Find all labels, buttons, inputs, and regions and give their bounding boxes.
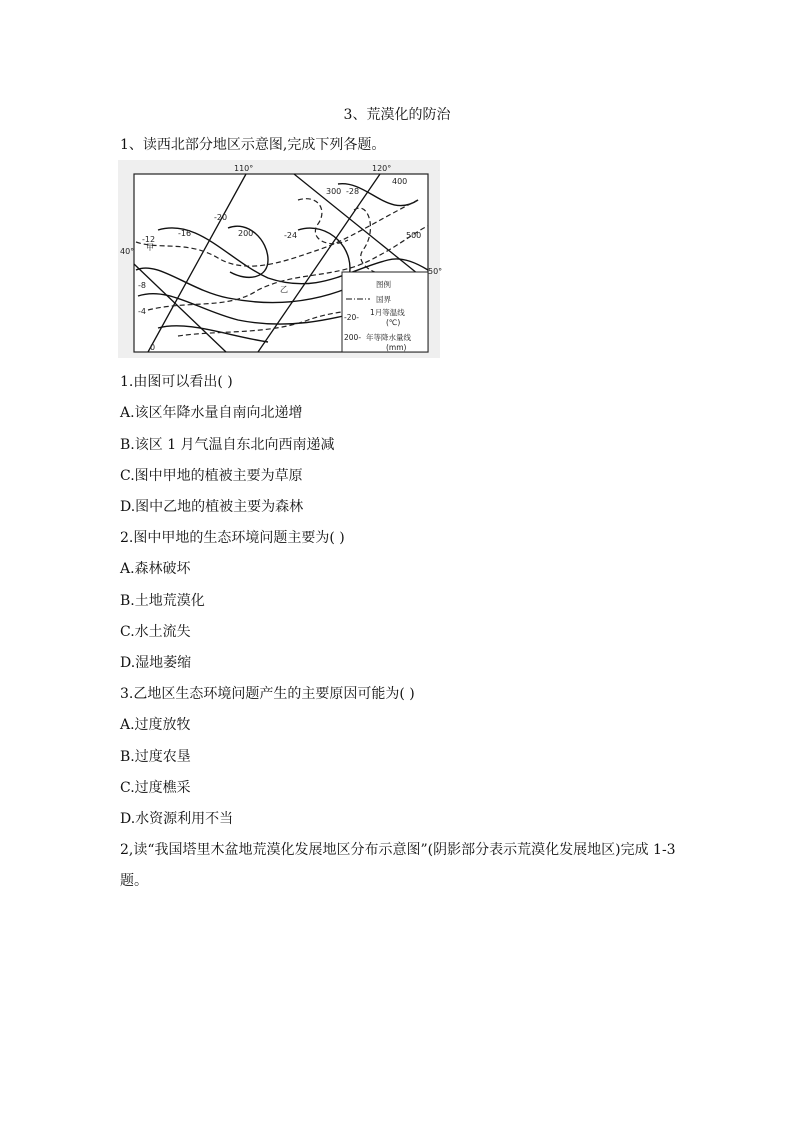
isotherm-label: -20 <box>214 213 228 222</box>
sub-question-3-option-b: B.过度农垦 <box>120 749 191 765</box>
sub-question-2-option-a: A.森林破坏 <box>120 561 191 577</box>
place-label-jia: 甲 <box>146 243 154 252</box>
sub-question-1-option-a: A.该区年降水量自南向北递增 <box>120 405 303 421</box>
lat-label-40: 40° <box>120 247 135 256</box>
place-label-yi: 乙 <box>280 285 288 294</box>
legend-item-isotherm-unit: (℃) <box>386 318 401 327</box>
lon-label-110: 110° <box>234 164 254 173</box>
isotherm-label: 0 <box>150 343 156 352</box>
question-2-intro: 2,读“我国塔里木盆地荒漠化发展地区分布示意图”(阴影部分表示荒漠化发展地区)完成 1-3 <box>120 842 676 858</box>
isotherm-label: -8 <box>138 281 146 290</box>
sub-question-1-stem: 1.由图可以看出( ) <box>120 374 233 390</box>
sub-question-3-option-c: C.过度樵采 <box>120 780 191 796</box>
page-title: 3、荒漠化的防治 <box>343 107 451 123</box>
isohyet-label: 300 <box>326 187 342 196</box>
sub-question-1-option-c: C.图中甲地的植被主要为草原 <box>120 468 303 484</box>
legend-item-isotherm: 1月等温线 <box>370 308 405 317</box>
isohyet-label: 200 <box>238 229 254 238</box>
isotherm-label: -28 <box>346 187 360 196</box>
isohyet-label: 500 <box>406 231 422 240</box>
sub-question-2-option-d: D.湿地萎缩 <box>120 655 192 671</box>
legend-item-isohyet-unit: (mm) <box>386 343 407 352</box>
legend-title: 图例 <box>376 280 391 289</box>
lon-label-120: 120° <box>372 164 392 173</box>
northwest-region-map <box>118 160 443 358</box>
sub-question-2-option-b: B.土地荒漠化 <box>120 593 205 609</box>
legend-isohyet-sample: 200- <box>344 333 362 342</box>
legend-item-border: 国界 <box>376 295 391 304</box>
question-2-intro-continued: 题。 <box>120 873 148 889</box>
legend-item-isohyet: 年等降水量线 <box>366 333 411 342</box>
isotherm-label: -24 <box>284 231 298 240</box>
sub-question-1-option-b: B.该区 1 月气温自东北向西南递减 <box>120 437 335 453</box>
sub-question-2-stem: 2.图中甲地的生态环境问题主要为( ) <box>120 530 345 546</box>
sub-question-1-option-d: D.图中乙地的植被主要为森林 <box>120 499 304 515</box>
isotherm-label: -12 <box>142 235 156 244</box>
legend-isotherm-sample: -20- <box>344 313 359 322</box>
lat-label-50: 50° <box>428 267 443 276</box>
isotherm-label: -16 <box>178 229 192 238</box>
isotherm-label: -4 <box>138 307 146 316</box>
question-1-intro: 1、读西北部分地区示意图,完成下列各题。 <box>120 137 386 153</box>
sub-question-3-option-a: A.过度放牧 <box>120 717 191 733</box>
isohyet-label: 400 <box>392 177 408 186</box>
map-legend <box>342 272 428 352</box>
sub-question-2-option-c: C.水土流失 <box>120 624 191 640</box>
sub-question-3-option-d: D.水资源利用不当 <box>120 811 234 827</box>
sub-question-3-stem: 3.乙地区生态环境问题产生的主要原因可能为( ) <box>120 686 415 702</box>
